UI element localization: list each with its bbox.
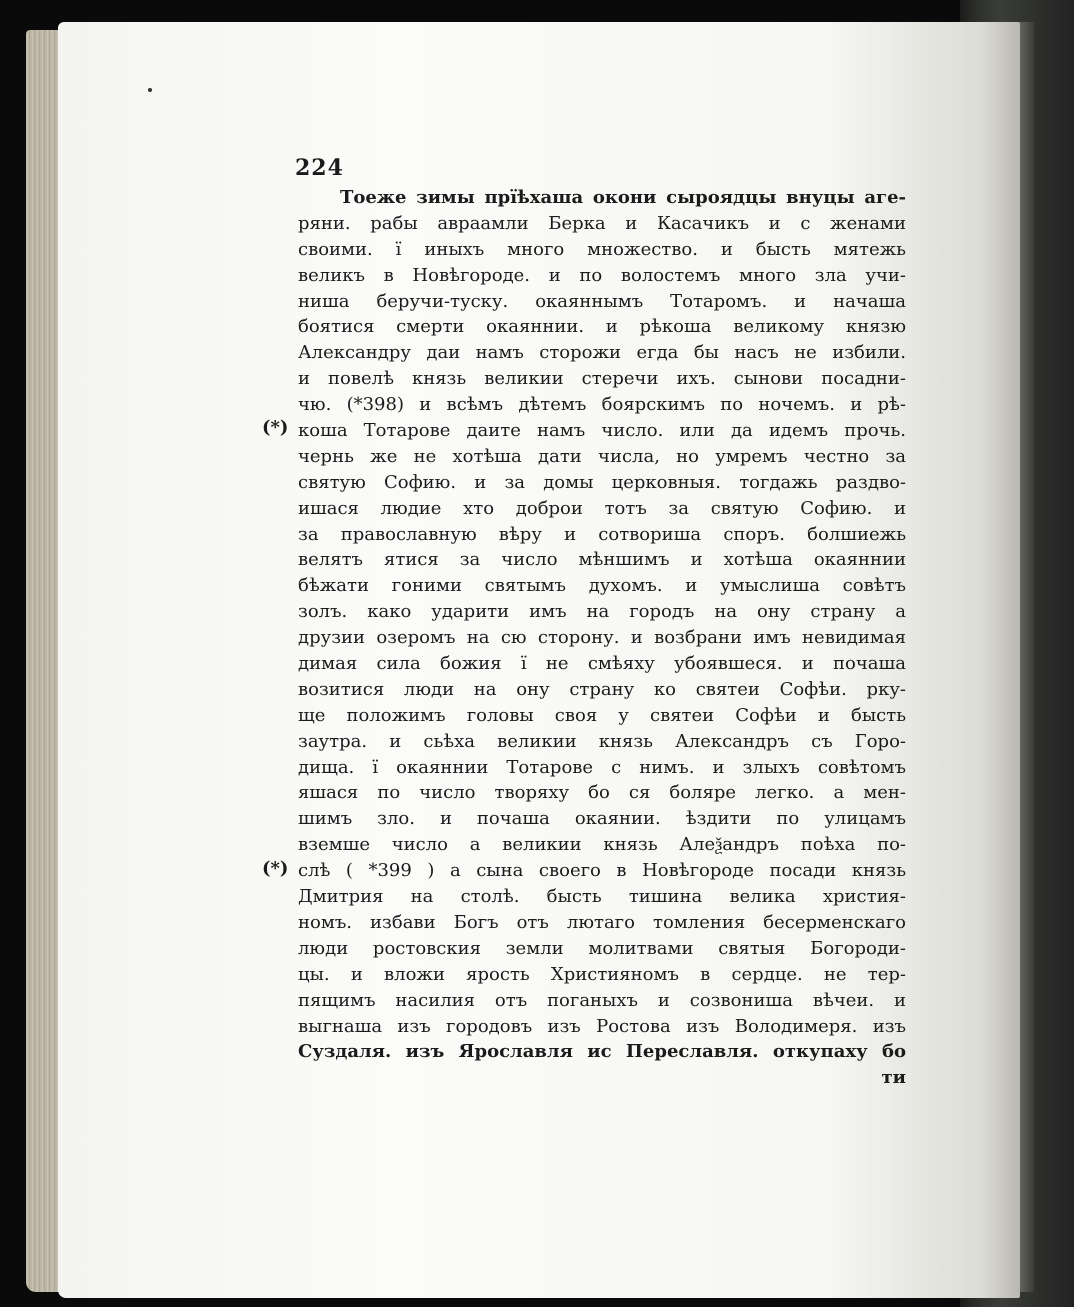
text-line: ще положимъ головы своя у святеи Софѣи и бысть xyxy=(298,704,906,726)
text-line: дища. ї окаяннии Тотарове с нимъ. и злыхъ совѣтомъ xyxy=(298,756,906,778)
text-line: Тоеже зимы прїѣхаша окони сыроядцы внуцы аге- xyxy=(340,187,906,208)
text-line: заутра. и сьѣха великии князь Александръ съ Горо- xyxy=(298,730,906,752)
text-line: за православную вѣру и сотвориша споръ. болшиежь xyxy=(298,523,906,545)
text-line: яшася по число творяху бо ся боляре легко. а мен- xyxy=(298,782,906,804)
text-line: велятъ ятися за число мѣншимъ и хотѣша окаяннии xyxy=(298,549,906,571)
text-line: святую Софию. и за домы церковныя. тогдажь раздво- xyxy=(298,471,906,493)
text-line: бѣжати гоними святымъ духомъ. и умыслиша совѣтъ xyxy=(298,575,906,597)
facing-page-edge xyxy=(1018,22,1034,1292)
text-line: Александру даи намъ сторожи егда бы насъ не избили. xyxy=(298,342,906,364)
margin-note-footnote-marker: (*) xyxy=(262,417,289,438)
text-line: и повелѣ князь великии стеречи ихъ. сынови посадни- xyxy=(298,368,906,390)
page-number: 224 xyxy=(295,155,344,181)
text-line: ниша беручи-туску. окаяннымъ Тотаромъ. и начаша xyxy=(298,290,906,312)
text-line: Суздаля. изъ Ярославля ис Переславля. откупаху бо xyxy=(298,1041,906,1063)
catchword: ти xyxy=(881,1067,906,1089)
text-line: великъ в Новѣгороде. и по волостемъ много зла учи- xyxy=(298,264,906,286)
text-line: пящимъ насилия отъ поганыхъ и созвониша вѣчеи. и xyxy=(298,989,906,1011)
text-line: золъ. како ударити имъ на городъ на ону страну а xyxy=(298,601,906,623)
text-line: вземше число а великии князь Алеѯандръ поѣха по- xyxy=(298,834,906,856)
ink-speck xyxy=(148,88,152,92)
text-line: шимъ зло. и почаша окаянии. ѣздити по улицамъ xyxy=(298,808,906,830)
text-line: своими. ї иныхъ много множество. и бысть мятежь xyxy=(298,238,906,260)
text-line: боятися смерти окаяннии. и рѣкоша великому князю xyxy=(298,316,906,338)
body-text xyxy=(298,185,906,1091)
text-line: друзии озеромъ на сю сторону. и возбрани имъ невидимая xyxy=(298,627,906,649)
text-line: люди ростовския земли молитвами святыя Богороди- xyxy=(298,937,906,959)
text-line: димая сила божия ї не смѣяху убоявшеся. и почаша xyxy=(298,653,906,675)
text-line: ишася людие хто доброи тотъ за святую Софию. и xyxy=(298,497,906,519)
text-line: слѣ ( *399 ) а сына своего в Новѣгороде посади князь xyxy=(298,860,906,882)
text-line: возитися люди на ону страну ко святеи Софѣи. рку- xyxy=(298,678,906,700)
margin-note-footnote-marker: (*) xyxy=(262,858,289,879)
text-line: ряни. рабы авраамли Берка и Касачикъ и с женами xyxy=(298,212,906,234)
text-line: коша Тотарове даите намъ число. или да идемъ прочь. xyxy=(298,420,906,442)
text-line: цы. и вложи ярость Християномъ в сердце. не тер- xyxy=(298,963,906,985)
text-line: чю. (*398) и всѣмъ дѣтемъ боярскимъ по ночемъ. и рѣ- xyxy=(298,394,906,416)
text-line: чернь же не хотѣша дати числа, но умремъ честно за xyxy=(298,445,906,467)
text-line: выгнаша изъ городовъ изъ Ростова изъ Володимеря. изъ xyxy=(298,1015,906,1037)
text-line: номъ. избави Богъ отъ лютаго томления бесерменскаго xyxy=(298,911,906,933)
text-line: Дмитрия на столѣ. бысть тишина велика христия- xyxy=(298,886,906,908)
